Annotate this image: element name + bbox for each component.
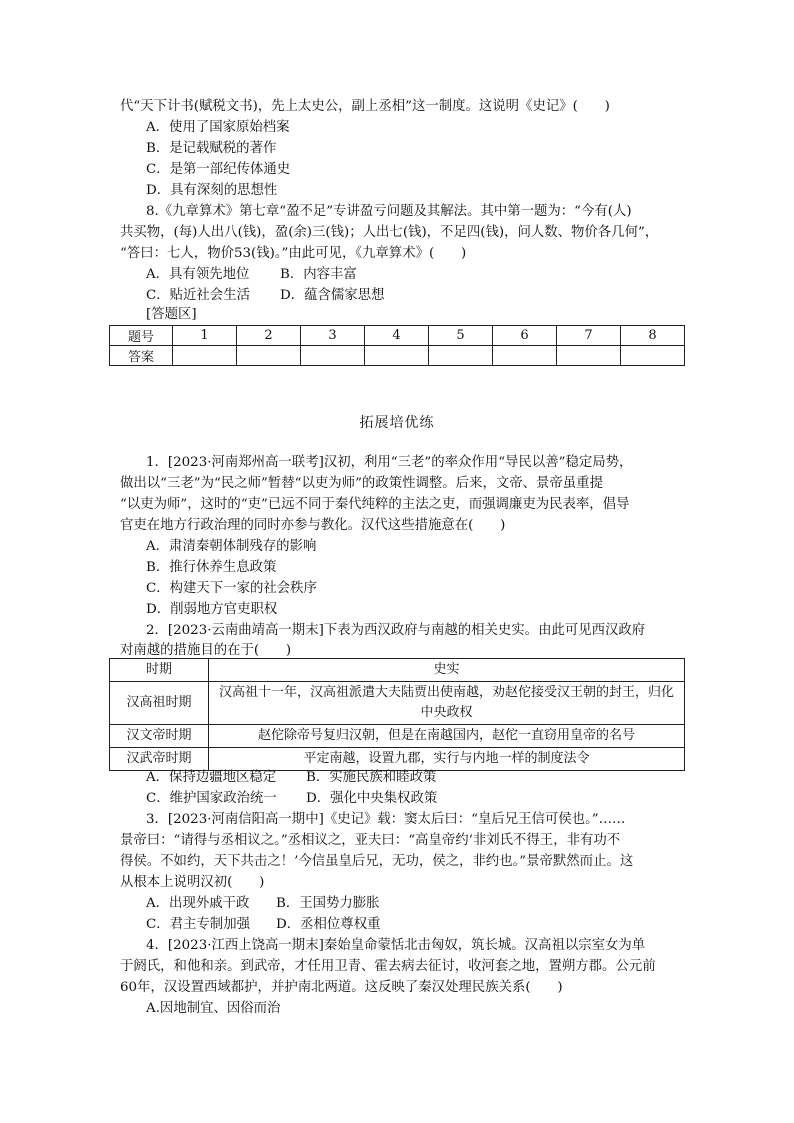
history-fact: 赵佗除帝号复归汉朝，但是在南越国内，赵佗一直窃用皇帝的名号 (209, 725, 685, 748)
e3-option-b: B．王国势力膨胀 (276, 896, 380, 911)
history-table-header (110, 659, 685, 682)
answer-table-number-row (110, 326, 685, 346)
q8-option-b: B．内容丰富 (280, 267, 357, 282)
q7-option-b: B．是记载赋税的著作 (146, 141, 277, 156)
q8-option-d: D．蕴含儒家思想 (280, 288, 385, 303)
q8-option-c: C．贴近社会生活 (146, 288, 250, 303)
question-number: 7 (557, 326, 621, 346)
e1-option-a: A．肃清秦朝体制残存的影响 (146, 539, 317, 554)
question-number: 6 (493, 326, 557, 346)
section-title: 拓展培优练 (359, 415, 435, 431)
q8-options-row1 (146, 265, 357, 286)
q8-stem-line: 共买物，(每)人出八(钱)，盈(余)三(钱)；人出七(钱)，不足四(钱)，问人数、物价各几何”， (120, 225, 659, 240)
e1-stem-line: 1．[2023·河南郑州高一联考]汉初，利用“三老”的率众作用“导民以善”稳定局势， (146, 455, 633, 470)
history-fact: 汉高祖十一年，汉高祖派遣大夫陆贾出使南越，劝赵佗接受汉王朝的封王，归化中央政权 (209, 682, 685, 725)
e2-options-row1 (146, 768, 436, 789)
e1-option-b: B．推行休养生息政策 (146, 560, 277, 575)
e2-options-row2 (146, 789, 437, 810)
answer-cell[interactable] (621, 346, 685, 366)
e3-option-d: D．丞相位尊权重 (276, 917, 381, 932)
history-period: 汉文帝时期 (110, 725, 209, 748)
answer-cell[interactable] (173, 346, 237, 366)
q7-stem: 代“天下计书(赋税文书)，先上太史公，副上丞相”这一制度。这说明《史记》( ) (120, 99, 610, 114)
answer-table (109, 325, 685, 366)
history-fact: 平定南越，设置九郡，实行与内地一样的制度法令 (209, 748, 685, 771)
e3-stem-line: 3．[2023·河南信阳高一期中]《史记》载：窦太后曰：“皇后兄王信可侯也。”…… (146, 812, 626, 827)
q8-options-row2 (146, 286, 384, 307)
answer-cell[interactable] (237, 346, 301, 366)
e4-option-a: A.因地制宜、因俗而治 (146, 1001, 281, 1016)
answer-cell[interactable] (557, 346, 621, 366)
q7-option-d: D．具有深刻的思想性 (146, 183, 278, 198)
e3-options-row1 (146, 894, 380, 915)
e1-stem-line: 官吏在地方行政治理的同时亦参与教化。汉代这些措施意在( ) (120, 518, 506, 533)
history-period: 汉武帝时期 (110, 748, 209, 771)
e4-stem-line: 于阏氏，和他和亲。到武帝，才任用卫青、霍去病去征讨，收河套之地，置朔方郡。公元前 (120, 959, 656, 974)
e3-stem-line: 景帝曰：“请得与丞相议之。”丞相议之，亚夫曰：“高皇帝约‘非刘氏不得王，非有功不 (120, 833, 621, 848)
e2-option-b: B．实施民族和睦政策 (306, 770, 437, 785)
e1-stem-line: “以吏为师”，这时的“吏”已远不同于秦代纯粹的主法之吏，而强调廉吏为民表率，倡导 (120, 497, 630, 512)
history-table (109, 658, 685, 771)
answer-area-label: [答题区] (146, 307, 197, 322)
e3-options-row2 (146, 915, 380, 936)
history-table-row (110, 682, 685, 725)
answer-cell[interactable] (493, 346, 557, 366)
history-period: 汉高祖时期 (110, 682, 209, 725)
history-col-facts: 史实 (209, 659, 685, 682)
e2-option-a: A．保持边疆地区稳定 (146, 770, 277, 785)
e4-stem-line: 60年，汉设置西域都护，并护南北两道。这反映了秦汉处理民族关系( ) (120, 980, 563, 995)
e1-option-d: D．削弱地方官吏职权 (146, 602, 278, 617)
question-number: 3 (301, 326, 365, 346)
q8-stem-line: “答曰：七人，物价53(钱)。”由此可见，《九章算术》( ) (120, 246, 467, 261)
question-number: 5 (429, 326, 493, 346)
e3-option-c: C．君主专制加强 (146, 917, 250, 932)
e1-stem-line: 做出以“三老”为“民之师”暂替“以吏为师”的政策性调整。后来，文帝、景帝虽重提 (120, 476, 603, 491)
answer-cell[interactable] (365, 346, 429, 366)
e4-stem-line: 4．[2023·江西上饶高一期末]秦始皇命蒙恬北击匈奴，筑长城。汉高祖以宗室女为单 (146, 938, 646, 953)
e3-stem-line: 从根本上说明汉初( ) (120, 875, 265, 890)
question-number: 2 (237, 326, 301, 346)
e2-stem-line: 2．[2023·云南曲靖高一期末]下表为西汉政府与南越的相关史实。由此可见西汉政府 (146, 623, 646, 638)
e2-stem-line: 对南越的措施目的在于( ) (120, 643, 292, 658)
q7-option-c: C．是第一部纪传体通史 (146, 162, 291, 177)
history-table-row (110, 725, 685, 748)
question-number: 8 (621, 326, 685, 346)
e3-option-a: A．出现外戚干政 (146, 896, 250, 911)
e1-option-c: C．构建天下一家的社会秩序 (146, 581, 317, 596)
answer-table-header: 答案 (110, 346, 173, 366)
e3-stem-line: 得侯。不如约，天下共击之！’今信虽皇后兄，无功，侯之，非约也。”景帝默然而止。这 (120, 854, 634, 869)
q8-stem-line: 8.《九章算术》第七章“盈不足”专讲盈亏问题及其解法。其中第一题为：“今有(人) (146, 204, 632, 219)
q8-option-a: A．具有领先地位 (146, 267, 250, 282)
history-col-period: 时期 (110, 659, 209, 682)
question-number: 1 (173, 326, 237, 346)
e2-option-d: D．强化中央集权政策 (306, 791, 438, 806)
answer-table-header: 题号 (110, 326, 173, 346)
answer-cell[interactable] (429, 346, 493, 366)
answer-cell[interactable] (301, 346, 365, 366)
answer-table-answer-row (110, 346, 685, 366)
e2-option-c: C．维护国家政治统一 (146, 791, 277, 806)
q7-option-a: A．使用了国家原始档案 (146, 120, 290, 135)
question-number: 4 (365, 326, 429, 346)
